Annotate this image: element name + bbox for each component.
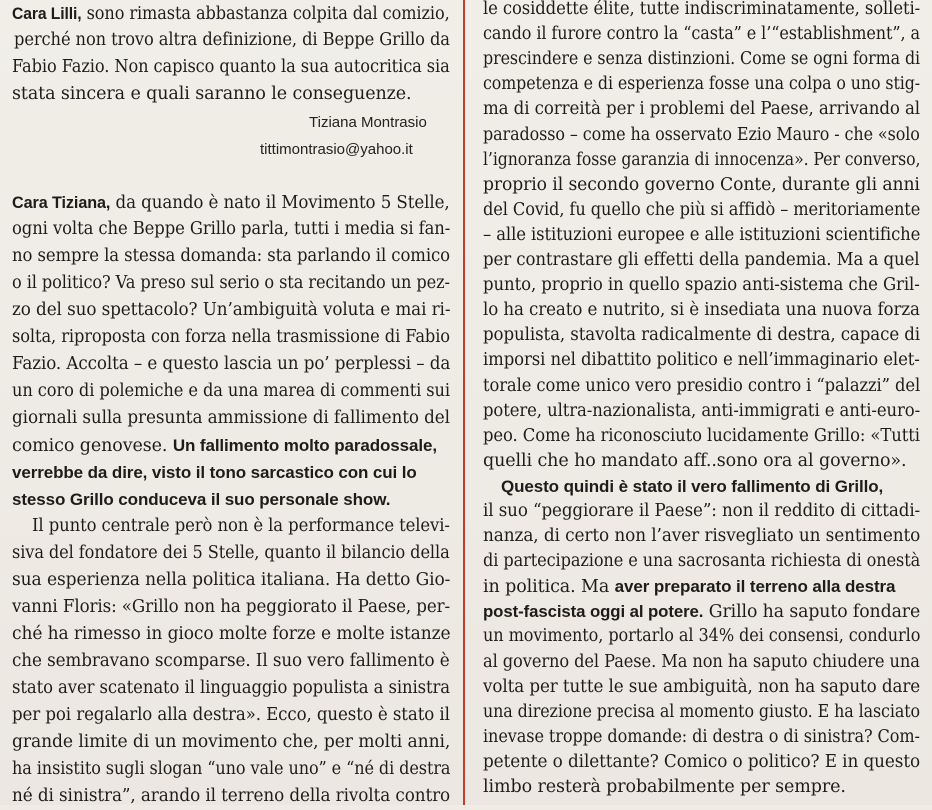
reply-line: peo. Come ha riconosciuto lucidamente Grillo: «Tutti (483, 425, 920, 446)
letter-line: Fabio Fazio. Non capisco quanto la sua autocritica sia (12, 57, 450, 77)
letter-greeting: Cara Lilli, (12, 4, 82, 23)
letter-line: perché non trovo altra definizione, di Beppe Grillo da (14, 30, 450, 50)
reply-line: il suo “peggiorare il Paese”: non il reddito di cittadi- (483, 500, 921, 521)
reply-line: potere, ultra-nazionalista, anti-immigrati e anti-euro- (483, 400, 921, 421)
reply-line: prescindere e senza distinzioni. Come se ogni forma di (483, 49, 921, 70)
reply-line: del Covid, fu quello che più si affidò – meritoriamente (483, 199, 921, 220)
reply-line: al governo del Paese. Ma non ha saputo chiudere una (483, 651, 920, 672)
reply-line: Il punto centrale però non è la performance televi- (32, 516, 450, 536)
reply-line: petente o dilettante? Comico o politico? E in questo (483, 751, 921, 772)
reply-line: solta, riproposta con forza nella trasmissione di Fabio (12, 327, 451, 347)
reply-line: giornali sulla presunta ammissione di fallimento del (12, 408, 450, 428)
highlight-text: post-fascista oggi al potere. (483, 602, 704, 622)
reply-line: una direzione precisa al momento giusto. E ha lasciato (483, 701, 921, 722)
reply-line: ha insistito sugli slogan “uno vale uno” e “né di destra (12, 759, 451, 779)
reply-line: stato aver scatenato il linguaggio populista a sinistra (12, 678, 451, 698)
letter-line: Cara Lilli, sono rimasta abbastanza colpita dal comizio, (12, 4, 450, 24)
reply-line: né di sinistra”, arando il terreno della rivolta contro (12, 786, 451, 806)
reply-line: sua esperienza nella politica italiana. Ha detto Gio- (12, 570, 451, 590)
reply-line: di partecipazione e una sacrosanta richiesta di onestà (483, 551, 921, 572)
reply-line: in politica. Ma aver preparato il terreno alla destra (483, 577, 896, 598)
reply-line: un movimento, portarlo al 34% dei consensi, condurlo (483, 626, 921, 647)
reply-line: inevase troppe domande: di destra o di sinistra? Com- (483, 726, 920, 747)
reply-line: un coro di polemiche e da una marea di commenti sui (12, 381, 451, 401)
reply-line: Fazio. Accolta – e questo lascia un po’ perplessi – da (12, 354, 451, 374)
reply-line: per poi regalarlo alla destra». Ecco, questo è stato il (12, 705, 450, 725)
reply-line: ogni volta che Beppe Grillo parla, tutti i media si fan- (12, 219, 451, 239)
letter-email: tittimontrasio@yahoo.it (260, 141, 413, 158)
reply-line: o il politico? Va preso sul serio o sta recitando un pez- (12, 273, 450, 293)
reply-line: competenza e di esperienza fosse una colpa o uno stig- (483, 74, 921, 95)
reply-line: – alle istituzioni europee e alle istituzioni scientifiche (483, 224, 921, 245)
reply-line: Cara Tiziana, da quando è nato il Movimento 5 Stelle, (12, 193, 450, 213)
reply-line: lo ha creato e nutrito, si è insediata una nuova forza (483, 300, 920, 321)
highlight-text: aver preparato il terreno alla destra (614, 577, 896, 597)
reply-line: che sembravano scomparse. Il suo vero fallimento è (12, 651, 450, 671)
column-divider (463, 0, 465, 805)
reply-greeting: Cara Tiziana, (12, 193, 111, 212)
reply-line: grande limite di un movimento che, per molti anni, (12, 732, 451, 752)
letter-line: stata sincera e quali saranno le conseguenze. (12, 84, 412, 104)
reply-line: no sempre la stessa domanda: sta parlando il comico (12, 246, 450, 266)
reply-line: punto, proprio in quello spazio anti-sistema che Gril- (483, 275, 920, 296)
reply-line: volta per tutte le sue ambiguità, non ha saputo dare (483, 676, 921, 697)
reply-line: per contrastare gli effetti della pandemia. Ma a quel (483, 250, 920, 270)
highlight-text: Un fallimento molto paradossale, (172, 436, 437, 455)
reply-line: vanni Floris: «Grillo non ha peggiorato il Paese, per- (12, 597, 451, 617)
reply-line: ché ha rimesso in gioco molte forze e molte istanze (12, 624, 451, 644)
highlight-text: verrebbe da dire, visto il tono sarcastico con cui lo (12, 463, 417, 482)
reply-line: siva del fondatore dei 5 Stelle, quanto il bilancio della (12, 543, 450, 563)
highlight-text: Questo quindi è stato il vero fallimento di Grillo, (501, 476, 884, 496)
reply-line: comico genovese. Un fallimento molto paradossale, (12, 436, 437, 456)
reply-line: l’ignoranza fosse garanzia di innocenza». Per converso, (483, 149, 921, 170)
reply-line: nanza, di certo non l’aver risvegliato un sentimento (483, 526, 921, 546)
reply-line: torale come unico vero presidio contro i “palazzi” del (483, 375, 921, 396)
reply-line: zo del suo spettacolo? Un’ambiguità voluta e mai ri- (12, 300, 451, 320)
reply-line: quelli che ho mandato aff..sono ora al governo». (483, 450, 907, 471)
reply-line: populista, stavolta radicalmente di destra, capace di (483, 325, 921, 346)
reply-line: cando il furore contro la “casta” e l’“establishment”, a (483, 24, 920, 45)
reply-line: ma di correità per i problemi del Paese, arrivando al (483, 99, 921, 120)
reply-line: paradosso – come ha osservato Ezio Mauro - che «solo (483, 124, 920, 145)
reply-line: imporsi nel dibattito politico e nell’immaginario elet- (483, 350, 920, 371)
reply-line: limbo resterà probabilmente per sempre. (483, 777, 846, 797)
letter-author: Tiziana Montrasio (309, 114, 427, 131)
reply-line: post-fascista oggi al potere. Grillo ha saputo fondare (483, 602, 921, 623)
highlight-text: stesso Grillo conduceva il suo personale show. (12, 490, 391, 509)
reply-line: proprio il secondo governo Conte, durante gli anni (483, 174, 920, 195)
reply-line: le cosiddette élite, tutte indiscriminatamente, solleti- (483, 0, 921, 19)
